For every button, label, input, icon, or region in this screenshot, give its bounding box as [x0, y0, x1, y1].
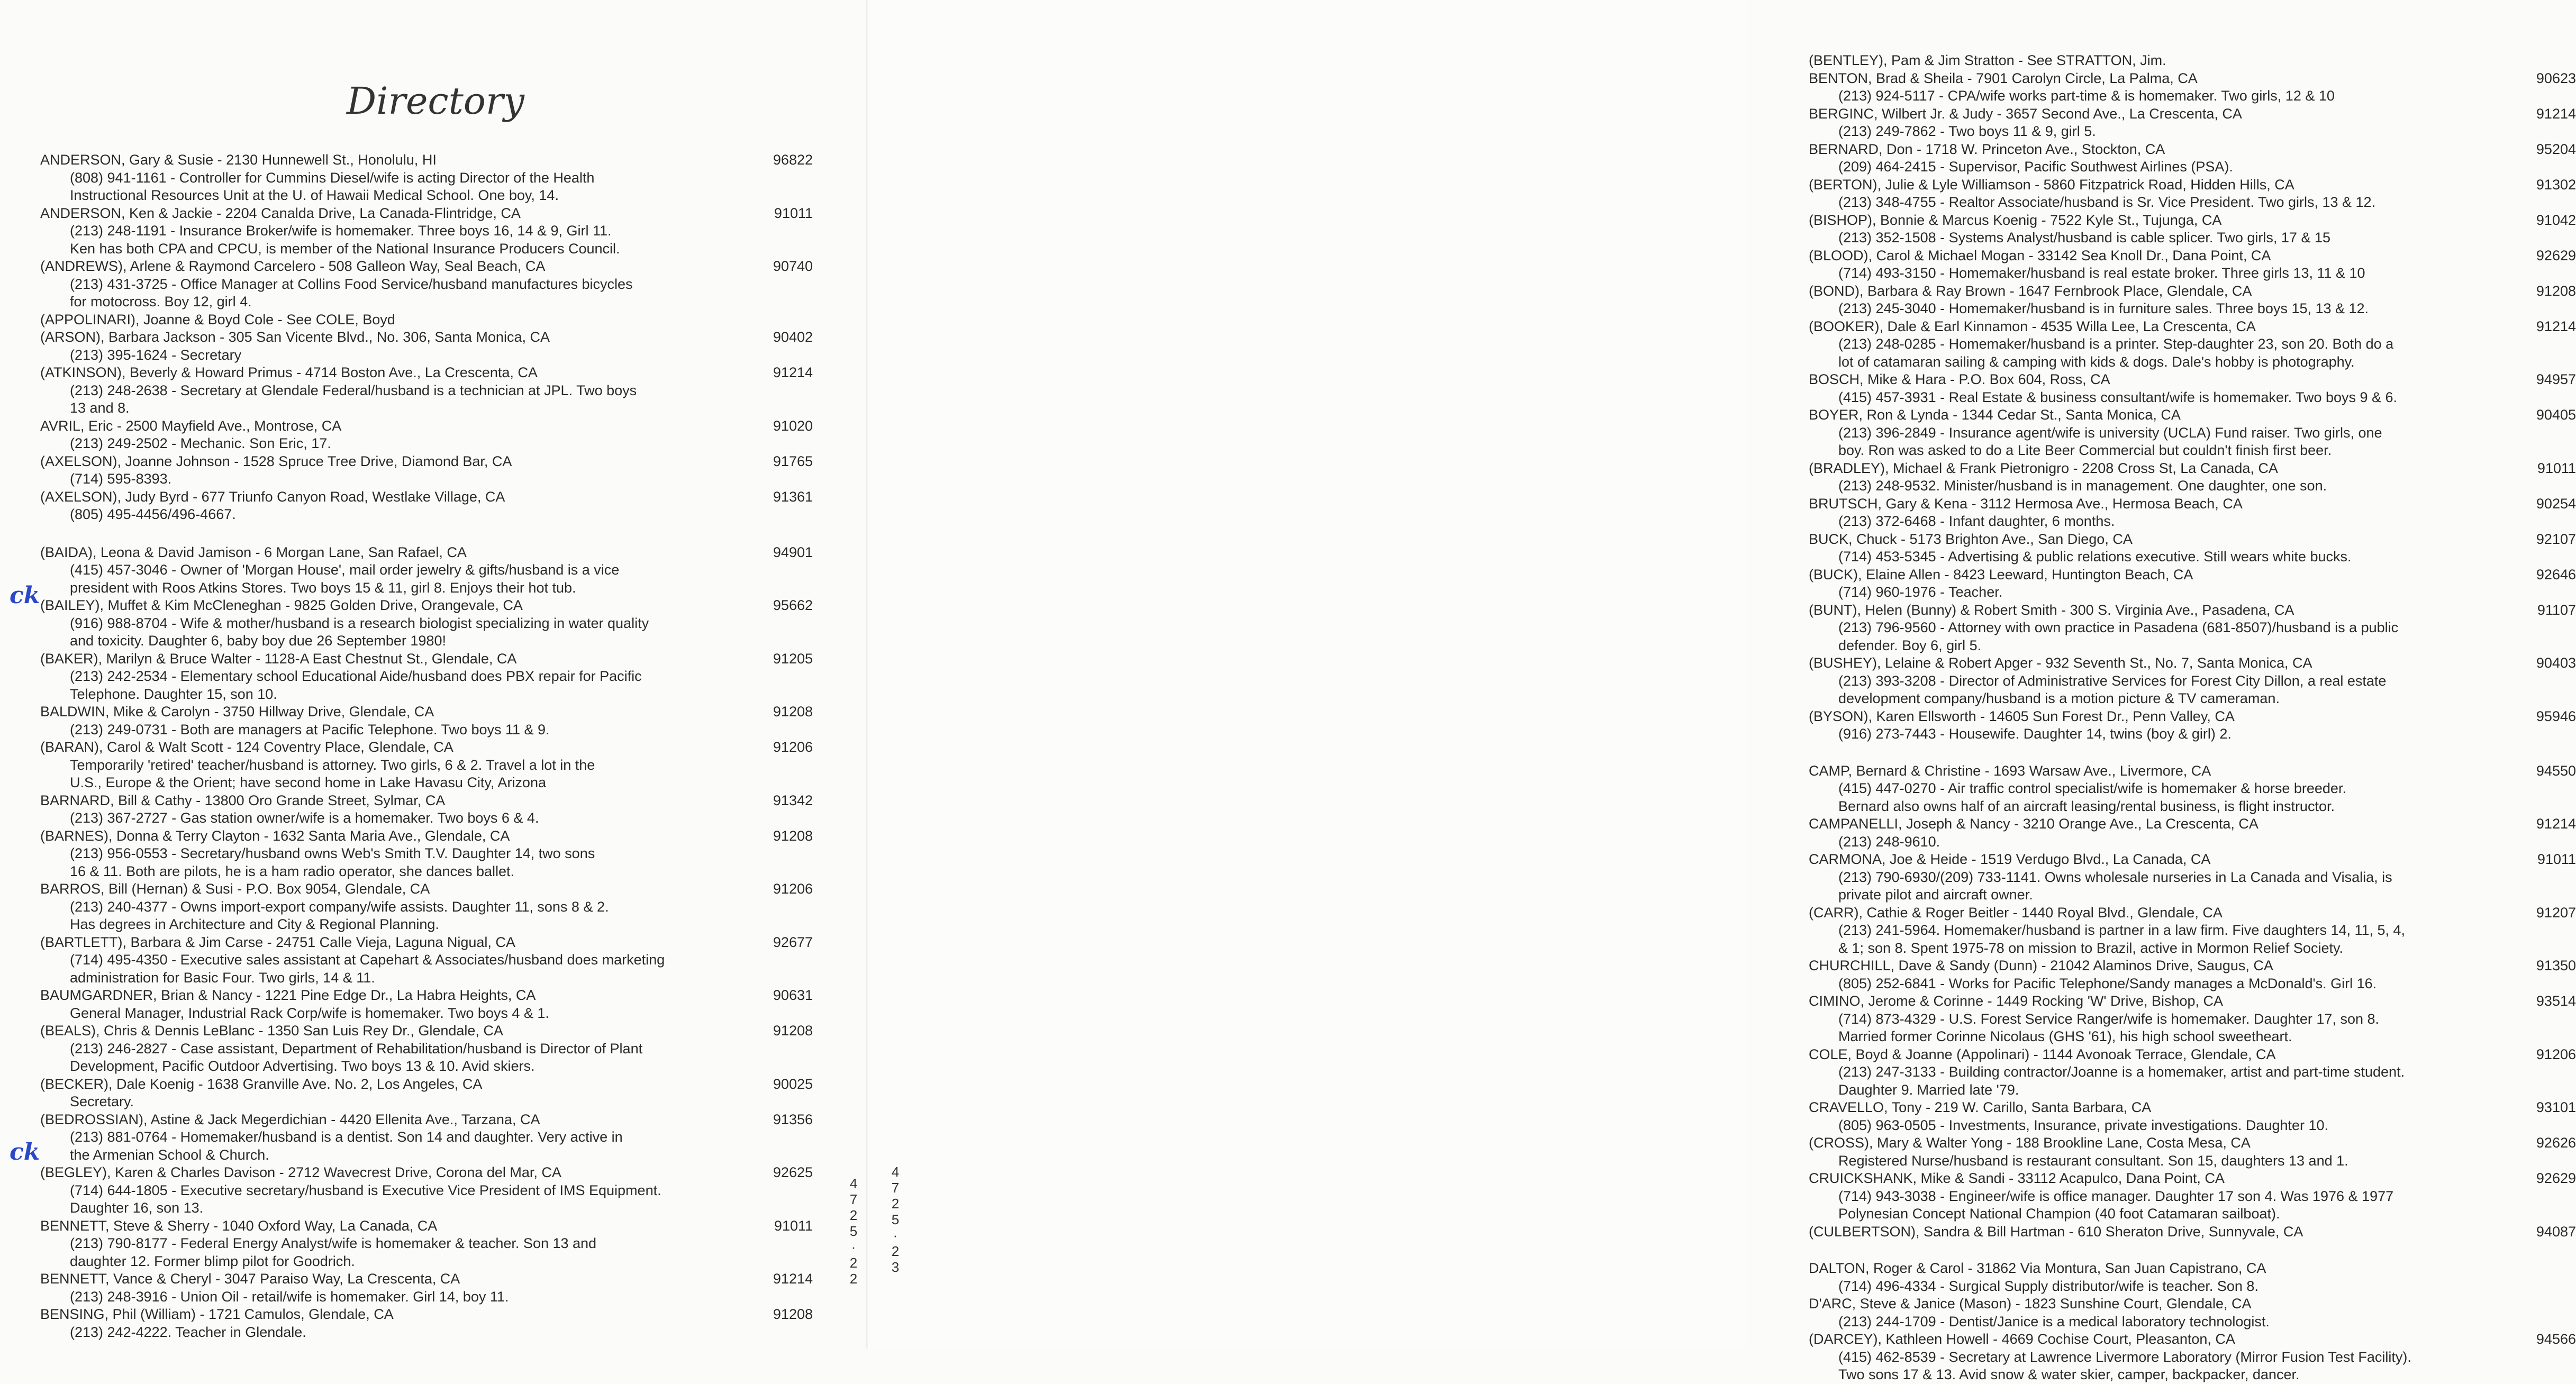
entry-detail-line: daughter 12. Former blimp pilot for Goodrich.	[70, 1253, 355, 1269]
entry-zip-code: 90623	[2536, 70, 2576, 86]
entry-detail-line: General Manager, Industrial Rack Corp/wife is homemaker. Two boys 4 & 1.	[70, 1005, 549, 1021]
directory-entry	[40, 1270, 813, 1306]
entry-detail-line: (415) 457-3931 - Real Estate & business consultant/wife is homemaker. Two boys 9 & 6.	[1838, 389, 2398, 405]
entry-name-address: CRUICKSHANK, Mike & Sandi - 33112 Acapulco, Dana Point, CA 92629	[1809, 1170, 2576, 1188]
directory-entry	[1809, 851, 2576, 904]
entry-detail-line: (213) 248-3916 - Union Oil - retail/wife is homemaker. Girl 14, boy 11.	[70, 1288, 509, 1305]
entry-detail-line: for motocross. Boy 12, girl 4.	[70, 294, 252, 309]
directory-entry	[1809, 1134, 2576, 1170]
entry-zip-code: 90403	[2536, 655, 2576, 671]
directory-entry	[40, 597, 813, 650]
directory-entry	[1809, 1260, 2576, 1295]
entry-detail-line: (213) 249-2502 - Mechanic. Son Eric, 17.	[70, 435, 331, 451]
entry-zip-code: 90631	[773, 987, 813, 1003]
entry-detail-line: (714) 495-4350 - Executive sales assistant at Capehart & Associates/husband does marketing	[70, 952, 665, 968]
entry-detail-line: (714) 493-3150 - Homemaker/husband is real estate broker. Three girls 13, 11 & 10	[1838, 265, 2365, 281]
entry-zip-code: 90402	[773, 329, 813, 345]
entry-zip-code: 92629	[2536, 1170, 2576, 1186]
entry-name-address: CARMONA, Joe & Heide - 1519 Verdugo Blvd., La Canada, CA 91011	[1809, 851, 2576, 869]
directory-entry	[1809, 815, 2576, 851]
entry-detail-line: Instructional Resources Unit at the U. of Hawaii Medical School. One boy, 14.	[70, 187, 559, 203]
directory-entry	[1809, 141, 2576, 176]
entry-detail-line: (213) 393-3208 - Director of Administrative Services for Forest City Dillon, a real estate	[1838, 672, 2387, 689]
entry-detail-line: (213) 242-2534 - Elementary school Educational Aide/husband does PBX repair for Pacific	[70, 668, 642, 684]
entry-zip-code: 91208	[773, 827, 813, 844]
directory-entry	[40, 258, 813, 311]
entry-detail-line: (213) 244-1709 - Dentist/Janice is a medical laboratory technologist.	[1838, 1313, 2270, 1330]
directory-entry	[1809, 52, 2576, 70]
entry-detail-line: (213) 796-9560 - Attorney with own practice in Pasadena (681-8507)/husband is a public	[1838, 620, 2399, 635]
directory-entry	[1809, 1223, 2576, 1241]
entry-detail-line: (213) 367-2727 - Gas station owner/wife is a homemaker. Two boys 6 & 4.	[70, 810, 539, 826]
section-gap	[1809, 743, 2576, 762]
page-number-right: 4 7 2 5 · 2 3	[891, 1164, 900, 1275]
entry-zip-code: 90740	[773, 258, 813, 274]
entry-name-address: (BENTLEY), Pam & Jim Stratton - See STRATTON, Jim.	[1809, 52, 2166, 68]
entry-name-address: (BUCK), Elaine Allen - 8423 Leeward, Huntington Beach, CA 92646	[1809, 566, 2576, 584]
directory-entry	[1809, 1099, 2576, 1134]
entry-detail-line: (805) 495-4456/496-4667.	[70, 506, 236, 522]
entry-detail-line: (213) 248-0285 - Homemaker/husband is a printer. Step-daughter 23, son 20. Both do a	[1838, 336, 2394, 352]
entry-zip-code: 92107	[2536, 531, 2576, 547]
entry-detail-line: (714) 943-3038 - Engineer/wife is office manager. Daughter 17 son 4. Was 1976 & 1977	[1838, 1188, 2394, 1204]
entry-detail-line: Daughter 16, son 13.	[70, 1200, 204, 1216]
entry-name-address: COLE, Boyd & Joanne (Appolinari) - 1144 Avonoak Terrace, Glendale, CA 91206	[1809, 1046, 2576, 1064]
entry-zip-code: 91350	[2536, 958, 2576, 973]
entry-detail-line: (209) 464-2415 - Supervisor, Pacific Southwest Airlines (PSA).	[1838, 159, 2233, 175]
entry-name-address: (BAILEY), Muffet & Kim McCleneghan - 9825 Golden Drive, Orangevale, CA 95662	[40, 597, 813, 615]
entry-name-address: BENNETT, Steve & Sherry - 1040 Oxford Way, La Canada, CA 91011	[40, 1217, 813, 1235]
entry-name-address: (BEALS), Chris & Dennis LeBlanc - 1350 San Luis Rey Dr., Glendale, CA 91208	[40, 1022, 813, 1040]
entry-zip-code: 91342	[773, 792, 813, 808]
entry-detail-line: Telephone. Daughter 15, son 10.	[70, 686, 277, 702]
entry-detail-line: (213) 924-5117 - CPA/wife works part-time & is homemaker. Two girls, 12 & 10	[1838, 88, 2335, 104]
entry-detail-line: and toxicity. Daughter 6, baby boy due 26 September 1980!	[70, 633, 446, 649]
entry-name-address: CIMINO, Jerome & Corinne - 1449 Rocking 'W' Drive, Bishop, CA 93514	[1809, 993, 2576, 1010]
entry-zip-code: 91020	[773, 417, 813, 434]
entry-detail-line: (213) 396-2849 - Insurance agent/wife is university (UCLA) Fund raiser. Two girls, one	[1838, 424, 2382, 441]
entry-name-address: BAUMGARDNER, Brian & Nancy - 1221 Pine Edge Dr., La Habra Heights, CA 90631	[40, 987, 813, 1005]
entry-zip-code: 91361	[773, 488, 813, 505]
entry-detail-line: (714) 644-1805 - Executive secretary/husband is Executive Vice President of IMS Equipment.	[70, 1182, 661, 1198]
entry-name-address: (BARTLETT), Barbara & Jim Carse - 24751 Calle Vieja, Laguna Nigual, CA 92677	[40, 934, 813, 952]
directory-entry	[40, 453, 813, 488]
entry-detail-line: (213) 431-3725 - Office Manager at Collins Food Service/husband manufactures bicycles	[70, 276, 633, 292]
entry-zip-code: 91011	[2537, 851, 2576, 867]
entry-name-address: DALTON, Roger & Carol - 31862 Via Montura, San Juan Capistrano, CA	[1809, 1260, 2266, 1276]
directory-entry	[40, 151, 813, 205]
directory-heading: Directory	[347, 79, 524, 123]
directory-entry	[40, 1164, 813, 1217]
entry-detail-line: Registered Nurse/husband is restaurant consultant. Son 15, daughters 13 and 1.	[1838, 1152, 2348, 1169]
entry-name-address: CAMPANELLI, Joseph & Nancy - 3210 Orange Ave., La Crescenta, CA 91214	[1809, 815, 2576, 833]
entry-detail-line: Two sons 17 & 13. Avid snow & water skier, camper, backpacker, dancer.	[1838, 1367, 2300, 1382]
entry-zip-code: 91011	[774, 1217, 813, 1234]
entry-detail-line: (213) 248-1191 - Insurance Broker/wife is homemaker. Three boys 16, 14 & 9, Girl 11.	[70, 223, 612, 239]
entry-zip-code: 91214	[2536, 105, 2576, 122]
entry-detail-line: defender. Boy 6, girl 5.	[1838, 637, 1982, 653]
entry-zip-code: 91214	[2536, 816, 2576, 832]
entry-detail-line: 13 and 8.	[70, 400, 130, 416]
directory-entry	[40, 364, 813, 417]
directory-entry	[1809, 531, 2576, 566]
entry-zip-code: 93514	[2536, 993, 2576, 1009]
directory-entry	[40, 1217, 813, 1271]
entry-name-address: (BUNT), Helen (Bunny) & Robert Smith - 300 S. Virginia Ave., Pasadena, CA 91107	[1809, 602, 2576, 620]
entry-zip-code: 91011	[2537, 460, 2576, 476]
entry-name-address: ANDERSON, Ken & Jackie - 2204 Canalda Drive, La Canada-Flintridge, CA 91011	[40, 205, 813, 223]
entry-name-address: (CARR), Cathie & Roger Beitler - 1440 Royal Blvd., Glendale, CA 91207	[1809, 904, 2576, 922]
entry-zip-code: 91206	[2536, 1046, 2576, 1062]
entry-name-address: ANDERSON, Gary & Susie - 2130 Hunnewell St., Honolulu, HI 96822	[40, 151, 813, 169]
entry-detail-line: (213) 245-3040 - Homemaker/husband is in furniture sales. Three boys 15, 13 & 12.	[1838, 301, 2369, 316]
directory-entry	[1809, 904, 2576, 958]
entry-name-address: (BEGLEY), Karen & Charles Davison - 2712 Wavecrest Drive, Corona del Mar, CA 92625	[40, 1164, 813, 1182]
directory-entry	[1809, 993, 2576, 1046]
entry-zip-code: 91042	[2536, 212, 2576, 228]
handwritten-check-mark: ck	[10, 1139, 40, 1166]
entry-detail-line: (916) 273-7443 - Housewife. Daughter 14, twins (boy & girl) 2.	[1838, 726, 2232, 742]
directory-entry	[1809, 957, 2576, 993]
entry-zip-code: 91205	[773, 650, 813, 667]
entry-zip-code: 92629	[2536, 247, 2576, 263]
directory-entry	[1809, 495, 2576, 531]
entry-detail-line: 16 & 11. Both are pilots, he is a ham radio operator, she dances ballet.	[70, 863, 515, 879]
entry-name-address: CAMP, Bernard & Christine - 1693 Warsaw Ave., Livermore, CA 94550	[1809, 762, 2576, 780]
entry-name-address: BRUTSCH, Gary & Kena - 3112 Hermosa Ave., Hermosa Beach, CA 90254	[1809, 495, 2576, 513]
entry-detail-line: (714) 453-5345 - Advertising & public relations executive. Still wears white bucks.	[1838, 549, 2352, 564]
entry-detail-line: lot of catamaran sailing & camping with kids & dogs. Dale's hobby is photography.	[1838, 353, 2355, 370]
entry-detail-line: (213) 249-7862 - Two boys 11 & 9, girl 5.	[1838, 123, 2096, 139]
entry-zip-code: 91302	[2536, 176, 2576, 193]
entry-zip-code: 94550	[2536, 762, 2576, 779]
entry-detail-line: Temporarily 'retired' teacher/husband is attorney. Two girls, 6 & 2. Travel a lot in the	[70, 757, 595, 773]
directory-entry	[1809, 283, 2576, 318]
directory-entry	[1809, 1331, 2576, 1384]
directory-entry	[1809, 105, 2576, 141]
entry-zip-code: 94957	[2536, 371, 2576, 387]
entry-name-address: BOYER, Ron & Lynda - 1344 Cedar St., Santa Monica, CA 90405	[1809, 406, 2576, 424]
entry-name-address: BALDWIN, Mike & Carolyn - 3750 Hillway Drive, Glendale, CA 91208	[40, 703, 813, 721]
directory-entry	[40, 987, 813, 1022]
directory-entry	[1809, 318, 2576, 371]
entry-zip-code: 90254	[2536, 495, 2576, 512]
handwritten-check-mark: ck	[10, 582, 40, 609]
entry-detail-line: (213) 246-2827 - Case assistant, Department of Rehabilitation/husband is Director of Plant	[70, 1040, 643, 1057]
entry-name-address: D'ARC, Steve & Janice (Mason) - 1823 Sunshine Court, Glendale, CA	[1809, 1296, 2252, 1312]
entry-detail-line: (805) 252-6841 - Works for Pacific Telephone/Sandy manages a McDonald's. Girl 16.	[1838, 975, 2377, 991]
directory-entry	[1809, 1295, 2576, 1331]
entry-detail-line: president with Roos Atkins Stores. Two boys 15 & 11, girl 8. Enjoys their hot tub.	[70, 579, 576, 596]
entry-detail-line: Ken has both CPA and CPCU, is member of the National Insurance Producers Council.	[70, 240, 620, 257]
entry-detail-line: (714) 873-4329 - U.S. Forest Service Ranger/wife is homemaker. Daughter 17, son 8.	[1838, 1010, 2379, 1027]
entry-name-address: BENNETT, Vance & Cheryl - 3047 Paraiso Way, La Crescenta, CA 91214	[40, 1270, 813, 1288]
entry-name-address: (BARNES), Donna & Terry Clayton - 1632 Santa Maria Ave., Glendale, CA 91208	[40, 827, 813, 845]
directory-entry	[40, 703, 813, 739]
entry-name-address: (BAIDA), Leona & David Jamison - 6 Morgan Lane, San Rafael, CA 94901	[40, 544, 813, 562]
entry-name-address: (ARSON), Barbara Jackson - 305 San Vicente Blvd., No. 306, Santa Monica, CA 90402	[40, 329, 813, 347]
entry-detail-line: Secretary.	[70, 1094, 134, 1109]
entry-name-address: (BEDROSSIAN), Astine & Jack Megerdichian - 4420 Ellenita Ave., Tarzana, CA 91356	[40, 1111, 813, 1129]
directory-entry	[40, 417, 813, 453]
entry-zip-code: 92646	[2536, 566, 2576, 582]
entry-detail-line: (213) 348-4755 - Realtor Associate/husband is Sr. Vice President. Two girls, 13 & 12.	[1838, 194, 2376, 210]
entry-detail-line: (213) 242-4222. Teacher in Glendale.	[70, 1324, 306, 1340]
directory-entry	[1809, 602, 2576, 655]
entry-name-address: (ATKINSON), Beverly & Howard Primus - 4714 Boston Ave., La Crescenta, CA 91214	[40, 364, 813, 382]
entry-detail-line: (714) 960-1976 - Teacher.	[1838, 584, 2003, 600]
entry-name-address: CHURCHILL, Dave & Sandy (Dunn) - 21042 Alaminos Drive, Saugus, CA 91350	[1809, 957, 2576, 975]
entry-zip-code: 95662	[773, 597, 813, 613]
entry-zip-code: 91208	[773, 1023, 813, 1039]
entry-name-address: (BISHOP), Bonnie & Marcus Koenig - 7522 Kyle St., Tujunga, CA 91042	[1809, 212, 2576, 230]
entry-zip-code: 90405	[2536, 407, 2576, 423]
entry-zip-code: 95204	[2536, 141, 2576, 157]
entry-zip-code: 93101	[2536, 1099, 2576, 1115]
entry-detail-line: Bernard also owns half of an aircraft leasing/rental business, is flight instructor.	[1838, 798, 2335, 814]
entry-detail-line: U.S., Europe & the Orient; have second home in Lake Havasu City, Arizona	[70, 775, 546, 790]
directory-entry	[40, 205, 813, 258]
directory-entry	[1809, 460, 2576, 495]
entry-zip-code: 94087	[2536, 1223, 2576, 1240]
entry-detail-line: (213) 247-3133 - Building contractor/Joanne is a homemaker, artist and part-time student.	[1838, 1064, 2405, 1080]
entry-zip-code: 92677	[773, 934, 813, 950]
entry-detail-line: (213) 249-0731 - Both are managers at Pacific Telephone. Two boys 11 & 9.	[70, 721, 550, 737]
entry-detail-line: (213) 790-8177 - Federal Energy Analyst/wife is homemaker & teacher. Son 13 and	[70, 1235, 597, 1251]
entry-zip-code: 91206	[773, 881, 813, 897]
directory-entry	[1809, 1046, 2576, 1099]
entry-zip-code: 91206	[773, 739, 813, 755]
directory-entry	[1809, 1170, 2576, 1223]
right-directory-column	[1809, 52, 2576, 1384]
entry-detail-line: (213) 241-5964. Homemaker/husband is partner in a law firm. Five daughters 14, 11, 5, 4,	[1838, 922, 2406, 938]
section-gap	[40, 524, 813, 544]
directory-entry	[1809, 176, 2576, 212]
directory-entry	[40, 329, 813, 364]
directory-entry	[1809, 654, 2576, 708]
page-number-left: 4 7 2 5 · 2 2	[849, 1176, 858, 1287]
entry-detail-line: (213) 395-1624 - Secretary	[70, 347, 242, 363]
entry-detail-line: (213) 790-6930/(209) 733-1141. Owns wholesale nurseries in La Canada and Visalia, is	[1838, 869, 2392, 885]
entry-detail-line: (213) 248-2638 - Secretary at Glendale Federal/husband is a technician at JPL. Two boys	[70, 382, 637, 398]
directory-entry	[1809, 708, 2576, 743]
entry-name-address: (ANDREWS), Arlene & Raymond Carcelero - 508 Galleon Way, Seal Beach, CA 90740	[40, 258, 813, 276]
entry-zip-code: 96822	[773, 152, 813, 168]
entry-zip-code: 91214	[773, 1271, 813, 1287]
directory-entry	[1809, 247, 2576, 283]
entry-detail-line: (916) 988-8704 - Wife & mother/husband is a research biologist specializing in water quality	[70, 615, 649, 631]
entry-zip-code: 91765	[773, 453, 813, 469]
directory-entry	[40, 488, 813, 524]
entry-name-address: BUCK, Chuck - 5173 Brighton Ave., San Diego, CA 92107	[1809, 531, 2576, 549]
entry-zip-code: 91207	[2536, 904, 2576, 921]
entry-detail-line: (213) 240-4377 - Owns import-export company/wife assists. Daughter 11, sons 8 & 2.	[70, 898, 609, 915]
entry-name-address: CRAVELLO, Tony - 219 W. Carillo, Santa Barbara, CA 93101	[1809, 1099, 2576, 1117]
directory-entry	[40, 792, 813, 827]
directory-entry	[40, 1306, 813, 1341]
entry-zip-code: 91214	[773, 365, 813, 380]
entry-name-address: BERGINC, Wilbert Jr. & Judy - 3657 Second Ave., La Crescenta, CA 91214	[1809, 105, 2576, 123]
directory-entry	[1809, 212, 2576, 247]
entry-name-address: BOSCH, Mike & Hara - P.O. Box 604, Ross, CA 94957	[1809, 371, 2576, 389]
directory-entry	[40, 650, 813, 704]
directory-entry	[40, 1022, 813, 1076]
directory-entry	[1809, 70, 2576, 105]
entry-zip-code: 95946	[2536, 708, 2576, 724]
directory-entry	[1809, 566, 2576, 602]
entry-detail-line: (213) 248-9610.	[1838, 833, 1940, 850]
entry-detail-line: Daughter 9. Married late '79.	[1838, 1081, 2019, 1098]
entry-zip-code: 91107	[2537, 602, 2576, 618]
entry-detail-line: (213) 248-9532. Minister/husband is in management. One daughter, one son.	[1838, 478, 2327, 494]
entry-detail-line: development company/husband is a motion picture & TV cameraman.	[1838, 690, 2280, 706]
entry-name-address: BERNARD, Don - 1718 W. Princeton Ave., Stockton, CA 95204	[1809, 141, 2576, 159]
left-page	[0, 0, 868, 1349]
entry-zip-code: 91208	[773, 1306, 813, 1322]
entry-detail-line: (213) 352-1508 - Systems Analyst/husband is cable splicer. Two girls, 17 & 15	[1838, 230, 2330, 245]
entry-name-address: (AXELSON), Joanne Johnson - 1528 Spruce Tree Drive, Diamond Bar, CA 91765	[40, 453, 813, 471]
entry-detail-line: Married former Corinne Nicolaus (GHS '61), his high school sweetheart.	[1838, 1028, 2292, 1044]
entry-name-address: (CROSS), Mary & Walter Yong - 188 Brookline Lane, Costa Mesa, CA 92626	[1809, 1134, 2576, 1152]
entry-detail-line: Has degrees in Architecture and City & Regional Planning.	[70, 916, 439, 932]
entry-name-address: BENSING, Phil (William) - 1721 Camulos, Glendale, CA 91208	[40, 1306, 813, 1324]
entry-name-address: (APPOLINARI), Joanne & Boyd Cole - See COLE, Boyd	[40, 311, 395, 327]
entry-detail-line: (808) 941-1161 - Controller for Cummins Diesel/wife is acting Director of the Health	[70, 169, 595, 186]
directory-entry	[40, 880, 813, 934]
entry-name-address: (AXELSON), Judy Byrd - 677 Triunfo Canyon Road, Westlake Village, CA 91361	[40, 488, 813, 506]
entry-zip-code: 91356	[773, 1111, 813, 1127]
entry-detail-line: (714) 595-8393.	[70, 471, 172, 487]
entry-detail-line: boy. Ron was asked to do a Lite Beer Commercial but couldn't finish first beer.	[1838, 442, 2332, 458]
directory-entry	[40, 934, 813, 987]
directory-entry	[40, 311, 813, 329]
entry-detail-line: (714) 496-4334 - Surgical Supply distributor/wife is teacher. Son 8.	[1838, 1278, 2258, 1294]
directory-entry	[1809, 406, 2576, 460]
entry-zip-code: 90025	[773, 1076, 813, 1092]
directory-entry	[40, 1111, 813, 1164]
entry-name-address: (BECKER), Dale Koenig - 1638 Granville Ave. No. 2, Los Angeles, CA 90025	[40, 1076, 813, 1094]
entry-name-address: BENTON, Brad & Sheila - 7901 Carolyn Circle, La Palma, CA 90623	[1809, 70, 2576, 88]
entry-detail-line: Development, Pacific Outdoor Advertising. Two boys 13 & 10. Avid skiers.	[70, 1058, 535, 1074]
entry-name-address: (DARCEY), Kathleen Howell - 4669 Cochise Court, Pleasanton, CA 94566	[1809, 1331, 2576, 1349]
entry-zip-code: 91208	[773, 704, 813, 720]
entry-detail-line: (213) 372-6468 - Infant daughter, 6 months.	[1838, 513, 2115, 529]
entry-name-address: (BARAN), Carol & Walt Scott - 124 Coventry Place, Glendale, CA 91206	[40, 739, 813, 757]
left-directory-column	[40, 151, 813, 1341]
entry-name-address: (BUSHEY), Lelaine & Robert Apger - 932 Seventh St., No. 7, Santa Monica, CA 90403	[1809, 654, 2576, 672]
entry-name-address: (BOOKER), Dale & Earl Kinnamon - 4535 Willa Lee, La Crescenta, CA 91214	[1809, 318, 2576, 336]
entry-detail-line: (415) 457-3046 - Owner of 'Morgan House', mail order jewelry & gifts/husband is a vice	[70, 562, 620, 578]
entry-name-address: (BYSON), Karen Ellsworth - 14605 Sun Forest Dr., Penn Valley, CA 95946	[1809, 708, 2576, 726]
directory-entry	[40, 827, 813, 881]
entry-zip-code: 94901	[773, 544, 813, 560]
right-page	[868, 0, 2576, 1382]
entry-detail-line: & 1; son 8. Spent 1975-78 on mission to Brazil, active in Mormon Relief Society.	[1838, 940, 2343, 956]
directory-entry	[1809, 762, 2576, 816]
entry-zip-code: 91011	[774, 205, 813, 221]
entry-name-address: (BLOOD), Carol & Michael Mogan - 33142 Sea Knoll Dr., Dana Point, CA 92629	[1809, 247, 2576, 265]
entry-zip-code: 92626	[2536, 1135, 2576, 1151]
entry-detail-line: (415) 462-8539 - Secretary at Lawrence Livermore Laboratory (Mirror Fusion Test Facility).	[1838, 1349, 2411, 1365]
entry-detail-line: (415) 447-0270 - Air traffic control specialist/wife is homemaker & horse breeder.	[1838, 780, 2346, 796]
entry-zip-code: 91214	[2536, 318, 2576, 334]
directory-entry	[1809, 371, 2576, 406]
directory-entry	[40, 739, 813, 792]
entry-detail-line: administration for Basic Four. Two girls, 14 & 11.	[70, 969, 375, 986]
entry-name-address: (BOND), Barbara & Ray Brown - 1647 Fernbrook Place, Glendale, CA 91208	[1809, 283, 2576, 301]
entry-zip-code: 94566	[2536, 1331, 2576, 1347]
entry-name-address: (BAKER), Marilyn & Bruce Walter - 1128-A East Chestnut St., Glendale, CA 91205	[40, 650, 813, 668]
directory-entry	[40, 1076, 813, 1111]
entry-name-address: BARNARD, Bill & Cathy - 13800 Oro Grande Street, Sylmar, CA 91342	[40, 792, 813, 810]
entry-name-address: (BRADLEY), Michael & Frank Pietronigro - 2208 Cross St, La Canada, CA 91011	[1809, 460, 2576, 478]
entry-detail-line: Polynesian Concept National Champion (40 foot Catamaran sailboat).	[1838, 1206, 2280, 1222]
section-gap	[1809, 1241, 2576, 1260]
entry-detail-line: (213) 881-0764 - Homemaker/husband is a dentist. Son 14 and daughter. Very active in	[70, 1129, 623, 1145]
entry-detail-line: private pilot and aircraft owner.	[1838, 887, 2033, 903]
entry-detail-line: the Armenian School & Church.	[70, 1146, 269, 1163]
entry-zip-code: 92625	[773, 1164, 813, 1180]
directory-entry	[40, 544, 813, 597]
entry-name-address: BARROS, Bill (Hernan) & Susi - P.O. Box 9054, Glendale, CA 91206	[40, 880, 813, 898]
entry-detail-line: (805) 963-0505 - Investments, Insurance, private investigations. Daughter 10.	[1838, 1117, 2329, 1133]
entry-name-address: (CULBERTSON), Sandra & Bill Hartman - 610 Sheraton Drive, Sunnyvale, CA 94087	[1809, 1223, 2576, 1241]
entry-name-address: AVRIL, Eric - 2500 Mayfield Ave., Montrose, CA 91020	[40, 417, 813, 435]
entry-name-address: (BERTON), Julie & Lyle Williamson - 5860 Fitzpatrick Road, Hidden Hills, CA 91302	[1809, 176, 2576, 194]
entry-detail-line: (213) 956-0553 - Secretary/husband owns Web's Smith T.V. Daughter 14, two sons	[70, 845, 595, 861]
entry-zip-code: 91208	[2536, 283, 2576, 299]
